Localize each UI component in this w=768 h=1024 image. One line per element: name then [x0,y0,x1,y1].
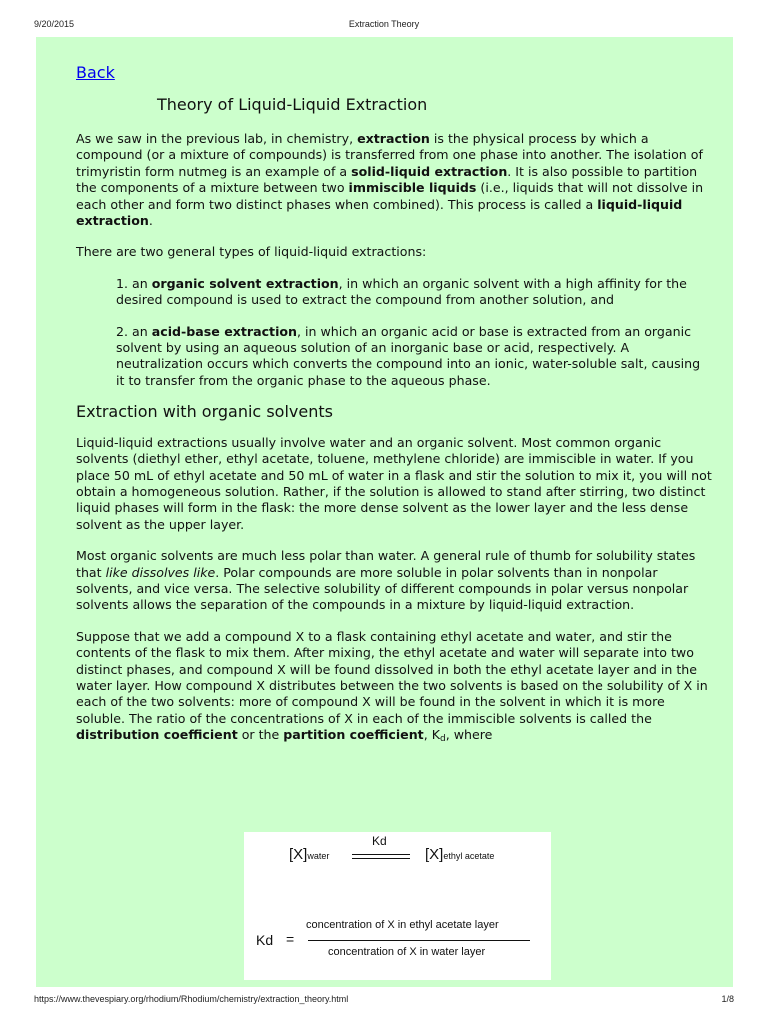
term-immiscible-liquids: immiscible liquids [348,180,477,196]
term-liquid-liquid-extraction: liquid-liquid extraction [76,196,683,229]
fraction-bar [308,940,530,941]
type1-text-1: 1. an [116,275,152,291]
intro-text-4: (i.e., liquids that will not dissolve in each other and form two distinct phases when combined). This process is called a [76,180,704,212]
type-1-item [116,276,708,309]
print-date: 9/20/2015 [34,19,75,29]
ethyl-acetate-concentration [425,846,494,863]
print-title: Extraction Theory [348,19,420,29]
para3-text-1: Suppose that we add a compound X to a flask containing ethyl acetate and water, and stir the contents of the flask to mix them. After mixing, the ethyl acetate and water will separate into two distinct phases, and compound X will be found dissolved in both the ethyl acetate layer and in the water layer. How compound X distributes between the two solvents is based on the solubility of X in each of the two solvents: more of compound X will be found in the solvent in which it is more soluble. The ratio of the concentrations of X in each of the immiscible solvents is called the [76,628,708,726]
water-subscript: water [307,851,330,861]
fraction-numerator: concentration of X in ethyl acetate layer [306,919,499,931]
fraction-denominator: concentration of X in water layer [328,946,486,958]
phrase-like-dissolves-like: like dissolves like [105,564,216,580]
type2-text-1: 2. an [116,323,152,339]
term-partition-coefficient: partition coefficient [283,727,424,743]
para2-text-2: . Polar compounds are more soluble in polar solvents than in nonpolar solvents, and vice versa. The selective solubility of different compounds in polar versus nonpolar solvents allows the separation of the compounds in a mixture by liquid-liquid extraction. [76,564,689,613]
term-organic-solvent-extraction: organic solvent extraction [151,275,339,291]
intro-paragraph [76,131,716,229]
page-number: 1/8 [721,994,734,1004]
types-intro: There are two general types of liquid-liquid extractions: [76,244,427,260]
arrow-kd-text: Kd [372,834,387,848]
term-extraction: extraction [357,131,430,146]
back-link[interactable]: Back [76,63,115,82]
paragraph-1: Liquid-liquid extractions usually involve water and an organic solvent. Most common organic solvents (diethyl ether, ethyl acetate, toluene, methylene chloride) are immiscible in water. If you place 50 mL of ethyl acetate and 50 mL of water in a flask and stir the solution to mix it, you will not obtain a homogeneous solution. Rather, if the solution is allowed to stand after stirring, two distinct liquid phases will form in the flask: the more dense solvent as the lower layer and the less dense solvent as the upper layer. [76,434,712,532]
kd-symbol: Kd [256,932,274,948]
equals-sign: = [286,931,295,947]
para3-text-2: or the [237,727,284,743]
left-bracket-x: [X] [289,846,308,863]
ethyl-acetate-subscript: ethyl acetate [443,851,495,861]
intro-text-5: . [148,213,153,229]
forward-arrow-line [352,854,410,855]
article-body [76,131,716,763]
type2-text-2: , in which an organic acid or base is extracted from an organic solvent by using an aqueous solution of an inorganic base or acid, respectively. A neutralization occurs which converts the compound into an ionic, water-soluble salt, causing it to transfer from the organic phase to the aqueous phase. [116,323,701,388]
right-bracket-x: [X] [425,846,444,863]
term-solid-liquid-extraction: solid-liquid extraction [351,163,508,179]
paragraph-3 [76,629,716,748]
page-title: Theory of Liquid-Liquid Extraction [157,95,428,114]
water-concentration [289,846,329,863]
type1-text-2: , in which an organic solvent with a high affinity for the desired compound is used to extract the compound from another solution, and [116,275,687,308]
para3-text-3: , K [423,727,440,743]
print-header [0,0,768,36]
type-2-item [116,324,708,390]
page-content [36,37,733,987]
section-heading: Extraction with organic solvents [76,402,333,422]
kd-equation-figure [244,832,551,980]
term-acid-base-extraction: acid-base extraction [151,323,298,339]
page-url: https://www.thevespiary.org/rhodium/Rhodium/chemistry/extraction_theory.html [34,994,349,1004]
print-footer [0,988,768,1024]
term-distribution-coefficient: distribution coefficient [76,727,238,743]
intro-text-2: is the physical process by which a compound (or a mixture of compounds) is transferred from one phase into another. The isolation of trimyristin form nutmeg is an example of a [76,131,703,179]
equilibrium-kd-label [372,834,387,848]
para3-text-4: , where [445,727,493,743]
intro-text-3: . It is also possible to partition the components of a mixture between two [76,163,698,196]
kd-subscript: d [439,734,446,745]
intro-text-1: As we saw in the previous lab, in chemistry, [76,131,358,146]
paragraph-2 [76,548,716,614]
para2-text-1: Most organic solvents are much less polar than water. A general rule of thumb for solubility states that [76,548,696,580]
reverse-arrow-line [352,858,410,859]
